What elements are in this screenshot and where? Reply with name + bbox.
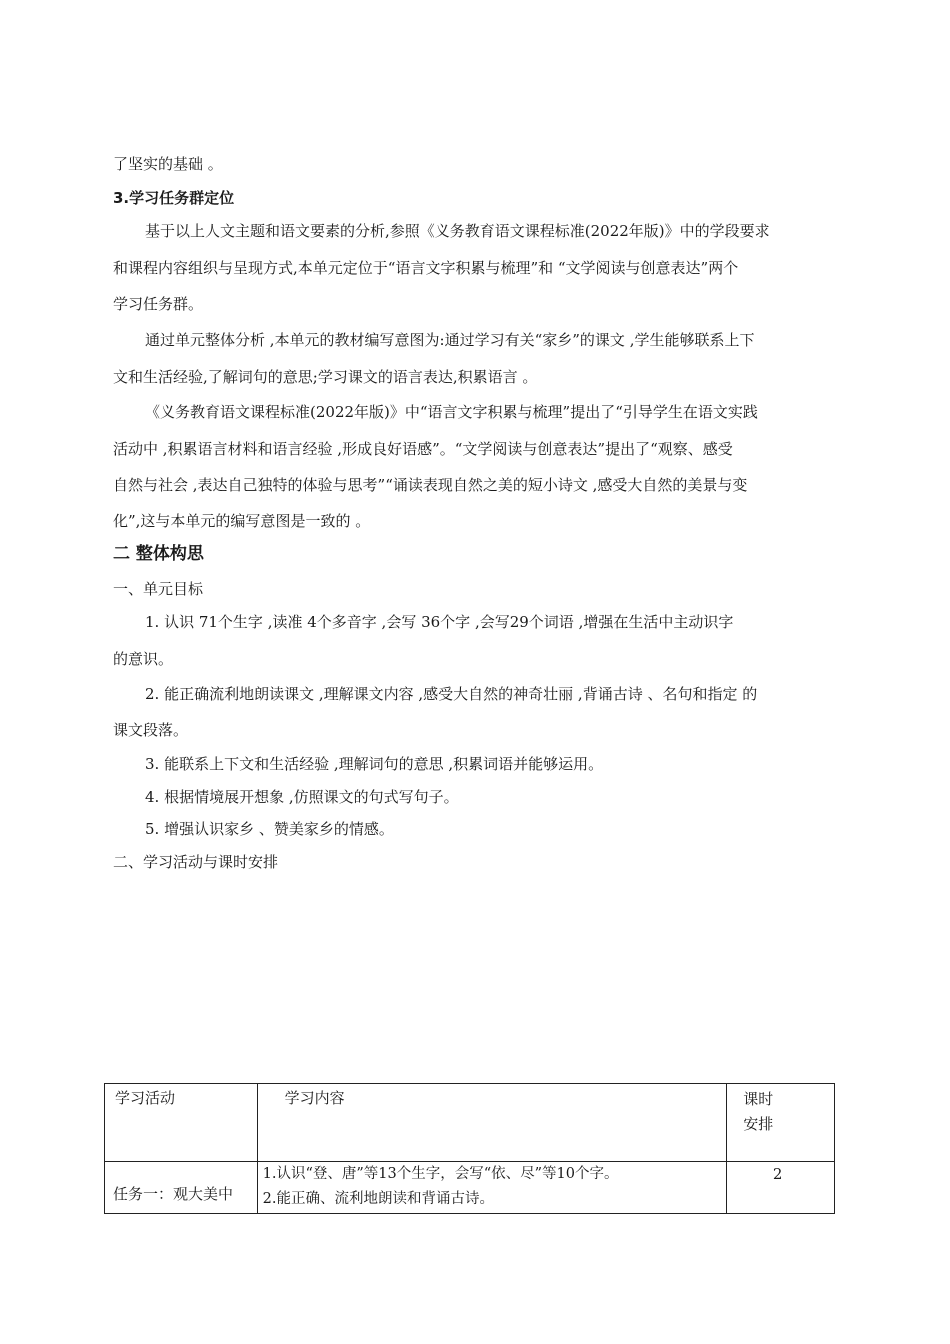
header-hours-line1: 课时 [743, 1090, 774, 1108]
goal-item: 5. 增强认识家乡 、赞美家乡的情感。 [145, 820, 394, 838]
paragraph-line: 基于以上人文主题和语文要素的分析,参照《义务教育语文课程标准(2022年版)》中的学段要求 [145, 222, 770, 240]
content-cell [258, 1162, 727, 1212]
header-hours [727, 1084, 834, 1137]
paragraph-line: 自然与社会 ,表达自己独特的体验与思考”“诵读表现自然之美的短小诗文 ,感受大自然的美景与变 [113, 476, 748, 494]
goal-item: 4. 根据情境展开想象 ,仿照课文的句式写句子。 [145, 788, 459, 806]
subheading: 二、学习活动与课时安排 [113, 853, 279, 871]
paragraph-line: 文和生活经验,了解词句的意思;学习课文的语言表达,积累语言 。 [113, 368, 538, 386]
content-line: 2.能正确、流利地朗读和背诵古诗。 [262, 1191, 494, 1207]
section-heading: 3.学习任务群定位 [113, 189, 235, 207]
paragraph-line: 和课程内容组织与呈现方式,本单元定位于“语言文字积累与梳理”和 “文学阅读与创意表达”两个 [113, 259, 739, 277]
table-cell [257, 1162, 727, 1214]
table-cell [727, 1162, 835, 1214]
subheading: 一、单元目标 [113, 580, 204, 598]
table-header-cell [257, 1084, 727, 1162]
header-content: 学习内容 [284, 1089, 345, 1107]
paragraph-line: 通过单元整体分析 ,本单元的教材编写意图为:通过学习有关“家乡”的课文 ,学生能够联系上下 [145, 331, 755, 349]
goal-item-continued: 课文段落。 [113, 721, 189, 739]
hours-cell: 2 [772, 1165, 783, 1183]
paragraph-line: 《义务教育语文课程标准(2022年版)》中“语言文字积累与梳理”提出了“引导学生在语文实践 [145, 403, 758, 421]
content-line: 1.认识“登、唐”等13个生字，会写“依、尽”等10个字。 [262, 1166, 619, 1182]
text-line: 了坚实的基础 。 [113, 155, 223, 173]
paragraph-line: 学习任务群。 [113, 295, 204, 313]
table-header-cell [105, 1084, 258, 1162]
table-header-cell [727, 1084, 835, 1162]
goal-item: 1. 认识 71个生字 ,读准 4个多音字 ,会写 36个字 ,会写29个词语 ,增强在生活中主动识字 [145, 613, 734, 631]
schedule-table [104, 1083, 835, 1214]
goal-item: 3. 能联系上下文和生活经验 ,理解词句的意思 ,积累词语并能够运用。 [145, 755, 604, 773]
chapter-heading: 二 整体构思 [113, 544, 204, 564]
goal-item: 2. 能正确流利地朗读课文 ,理解课文内容 ,感受大自然的神奇壮丽 ,背诵古诗 、名句和指定 的 [145, 685, 758, 703]
table-cell [105, 1162, 258, 1214]
activity-cell: 任务一：观大美中 [113, 1185, 234, 1203]
goal-item-continued: 的意识。 [113, 650, 174, 668]
table-header-row [105, 1084, 835, 1162]
paragraph-line: 化”,这与本单元的编写意图是一致的 。 [113, 512, 371, 530]
header-activity: 学习活动 [115, 1089, 176, 1107]
paragraph-line: 活动中 ,积累语言材料和语言经验 ,形成良好语感”。“文学阅读与创意表达”提出了“观察、感受 [113, 440, 733, 458]
table-row [105, 1162, 835, 1214]
header-hours-line2: 安排 [743, 1115, 774, 1133]
